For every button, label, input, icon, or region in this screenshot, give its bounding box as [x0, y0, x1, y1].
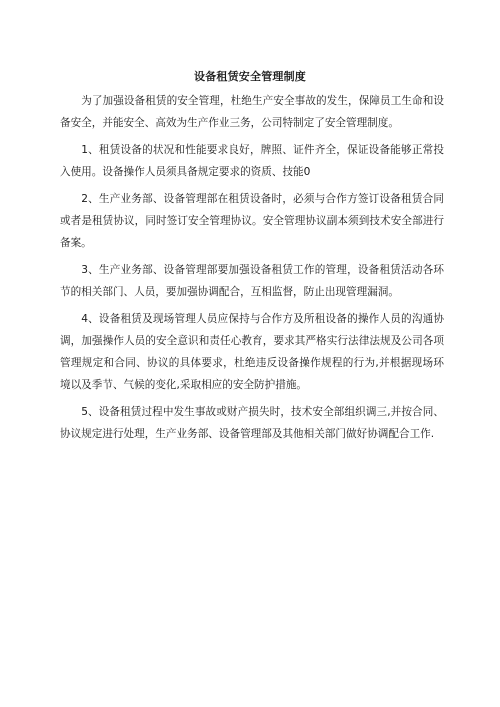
- document-body: [60, 90, 444, 450]
- paragraph-item-4: 4、设备租赁及现场管理人员应保持与合作方及所租设备的操作人员的沟通协调，加强操作人员的安全意识和责任心教育，要求其严格实行法律法规及公司各项管理规定和合同、协议的具体要求，杜绝违反设备操作规程的行为,并根据现场环境以及季节、气候的变化,采取相应的安全防护措施。: [60, 313, 444, 391]
- paragraph-item-3: 3、生产业务部、设备管理部要加强设备租赁工作的管理，设备租赁活动各环节的相关部门、人员，要加强协调配合，互相监督，防止出现管理漏洞。: [60, 264, 444, 298]
- paragraph-item-2: 2、生产业务部、设备管理部在租赁设备时，必须与合作方签订设备租赁合同或者是租赁协议，同时签订安全管理协议。安全管理协议副本须到技术安全部进行备案。: [60, 193, 444, 249]
- document-title: 设备租赁安全管理制度: [194, 70, 306, 83]
- paragraph-intro: 为了加强设备租赁的安全管理，杜绝生产安全事故的发生，保障员工生命和设备安全，并能安全、高效为生产作业三务，公司特制定了安全管理制度。: [60, 95, 444, 129]
- paragraph-item-5: 5、设备租赁过程中发生事故或财产损失时，技术安全部组织调三,并按合同、协议规定进行处理，生产业务部、设备管理部及其他相关部门做好协调配合工作.: [60, 406, 444, 440]
- paragraph-item-1: 1、租赁设备的状况和性能要求良好，牌照、证件齐全，保证设备能够正常投入使用。设备操作人员须具备规定要求的资质、技能0: [60, 144, 444, 178]
